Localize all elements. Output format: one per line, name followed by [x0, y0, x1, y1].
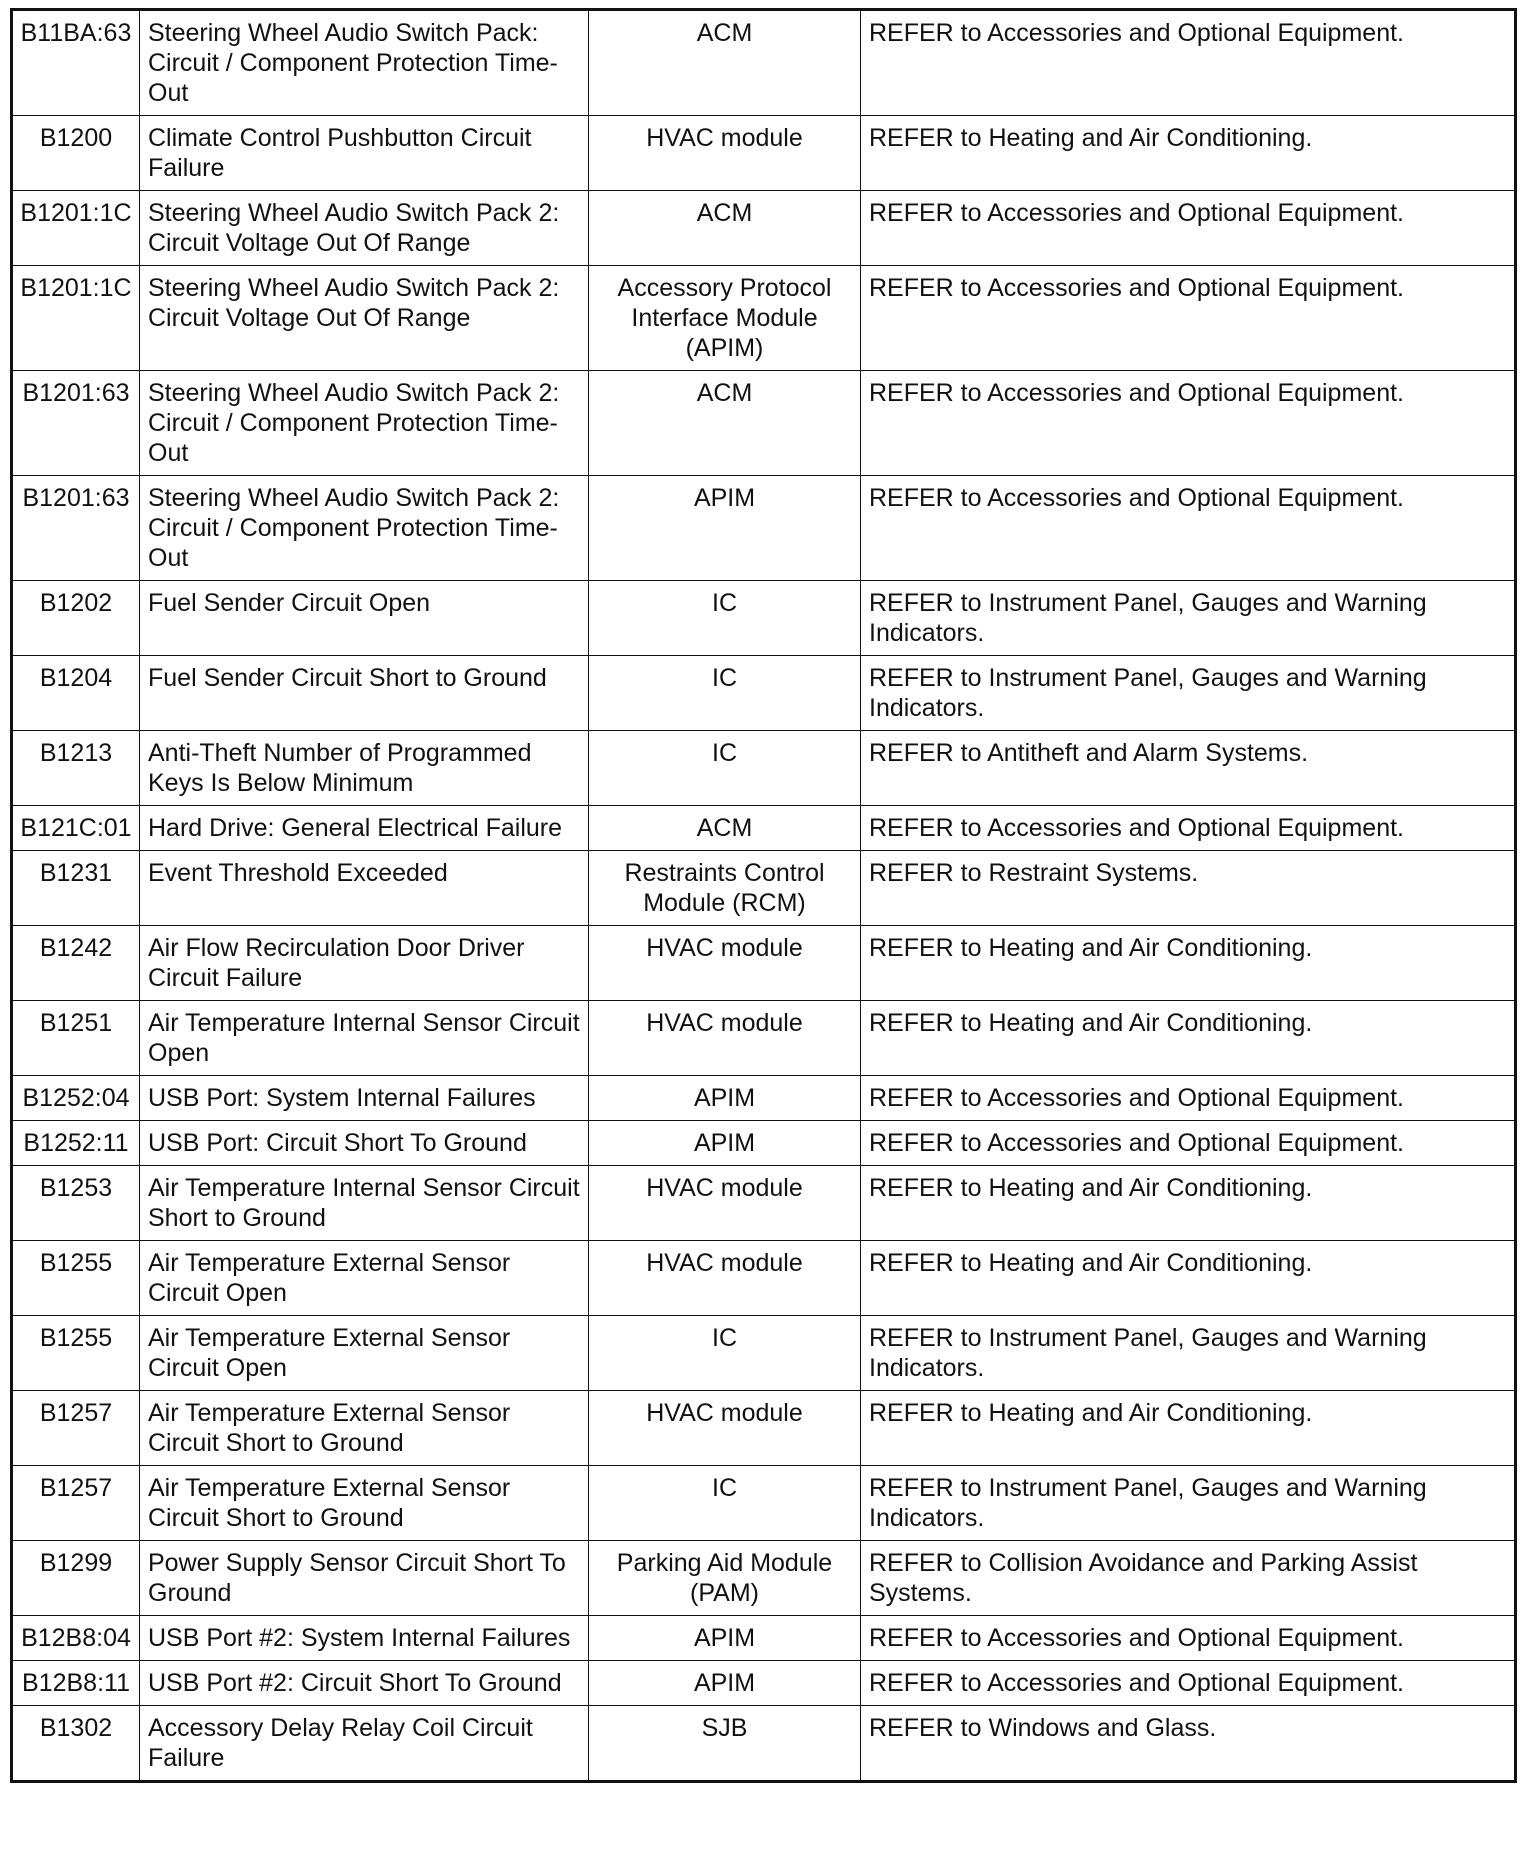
action-cell: REFER to Restraint Systems.	[861, 851, 1516, 926]
table-row	[12, 1166, 1516, 1241]
dtc-description-cell: Accessory Delay Relay Coil Circuit Failure	[140, 1706, 589, 1782]
table-row	[12, 1316, 1516, 1391]
dtc-description-cell: Steering Wheel Audio Switch Pack 2: Circuit Voltage Out Of Range	[140, 266, 589, 371]
dtc-table-body	[12, 10, 1516, 1782]
dtc-description-cell: Climate Control Pushbutton Circuit Failure	[140, 116, 589, 191]
dtc-code-cell: B12B8:11	[12, 1661, 140, 1706]
action-cell: REFER to Instrument Panel, Gauges and Warning Indicators.	[861, 1466, 1516, 1541]
module-cell: IC	[589, 656, 861, 731]
dtc-description-cell: Steering Wheel Audio Switch Pack: Circuit / Component Protection Time-Out	[140, 10, 589, 116]
table-row	[12, 656, 1516, 731]
module-cell: HVAC module	[589, 1391, 861, 1466]
dtc-description-cell: Steering Wheel Audio Switch Pack 2: Circuit Voltage Out Of Range	[140, 191, 589, 266]
dtc-code-cell: B1201:63	[12, 476, 140, 581]
module-cell: APIM	[589, 1121, 861, 1166]
action-cell: REFER to Accessories and Optional Equipment.	[861, 266, 1516, 371]
action-cell: REFER to Heating and Air Conditioning.	[861, 116, 1516, 191]
module-cell: ACM	[589, 806, 861, 851]
dtc-code-cell: B1252:04	[12, 1076, 140, 1121]
dtc-description-cell: Steering Wheel Audio Switch Pack 2: Circuit / Component Protection Time-Out	[140, 371, 589, 476]
action-cell: REFER to Accessories and Optional Equipment.	[861, 806, 1516, 851]
module-cell: HVAC module	[589, 1241, 861, 1316]
dtc-description-cell: USB Port #2: Circuit Short To Ground	[140, 1661, 589, 1706]
table-row	[12, 581, 1516, 656]
table-row	[12, 1241, 1516, 1316]
dtc-code-cell: B1201:1C	[12, 266, 140, 371]
dtc-code-cell: B1201:1C	[12, 191, 140, 266]
table-row	[12, 1121, 1516, 1166]
action-cell: REFER to Collision Avoidance and Parking Assist Systems.	[861, 1541, 1516, 1616]
table-row	[12, 191, 1516, 266]
table-row	[12, 1541, 1516, 1616]
dtc-description-cell: Fuel Sender Circuit Open	[140, 581, 589, 656]
table-row	[12, 10, 1516, 116]
table-row	[12, 116, 1516, 191]
dtc-description-cell: Anti-Theft Number of Programmed Keys Is Below Minimum	[140, 731, 589, 806]
dtc-code-cell: B1252:11	[12, 1121, 140, 1166]
dtc-description-cell: USB Port: System Internal Failures	[140, 1076, 589, 1121]
action-cell: REFER to Accessories and Optional Equipment.	[861, 1661, 1516, 1706]
action-cell: REFER to Heating and Air Conditioning.	[861, 1241, 1516, 1316]
action-cell: REFER to Instrument Panel, Gauges and Warning Indicators.	[861, 1316, 1516, 1391]
table-row	[12, 1001, 1516, 1076]
table-row	[12, 1661, 1516, 1706]
dtc-code-cell: B1202	[12, 581, 140, 656]
table-row	[12, 1076, 1516, 1121]
module-cell: HVAC module	[589, 116, 861, 191]
module-cell: HVAC module	[589, 926, 861, 1001]
action-cell: REFER to Accessories and Optional Equipment.	[861, 1616, 1516, 1661]
module-cell: IC	[589, 1466, 861, 1541]
dtc-description-cell: Air Temperature External Sensor Circuit Open	[140, 1241, 589, 1316]
module-cell: HVAC module	[589, 1001, 861, 1076]
dtc-code-cell: B1204	[12, 656, 140, 731]
dtc-description-cell: USB Port #2: System Internal Failures	[140, 1616, 589, 1661]
action-cell: REFER to Accessories and Optional Equipment.	[861, 1121, 1516, 1166]
module-cell: APIM	[589, 1661, 861, 1706]
dtc-code-cell: B12B8:04	[12, 1616, 140, 1661]
dtc-code-cell: B1201:63	[12, 371, 140, 476]
dtc-code-cell: B1255	[12, 1316, 140, 1391]
action-cell: REFER to Heating and Air Conditioning.	[861, 926, 1516, 1001]
dtc-description-cell: Air Temperature External Sensor Circuit Short to Ground	[140, 1391, 589, 1466]
dtc-description-cell: Air Temperature Internal Sensor Circuit Open	[140, 1001, 589, 1076]
dtc-description-cell: Event Threshold Exceeded	[140, 851, 589, 926]
module-cell: IC	[589, 1316, 861, 1391]
table-row	[12, 1391, 1516, 1466]
dtc-code-cell: B1251	[12, 1001, 140, 1076]
module-cell: HVAC module	[589, 1166, 861, 1241]
action-cell: REFER to Accessories and Optional Equipment.	[861, 191, 1516, 266]
module-cell: APIM	[589, 1076, 861, 1121]
dtc-description-cell: Fuel Sender Circuit Short to Ground	[140, 656, 589, 731]
action-cell: REFER to Heating and Air Conditioning.	[861, 1166, 1516, 1241]
dtc-code-cell: B1253	[12, 1166, 140, 1241]
action-cell: REFER to Heating and Air Conditioning.	[861, 1001, 1516, 1076]
dtc-description-cell: Air Temperature External Sensor Circuit Open	[140, 1316, 589, 1391]
dtc-code-cell: B1200	[12, 116, 140, 191]
module-cell: SJB	[589, 1706, 861, 1782]
dtc-code-cell: B1242	[12, 926, 140, 1001]
module-cell: ACM	[589, 371, 861, 476]
action-cell: REFER to Accessories and Optional Equipment.	[861, 10, 1516, 116]
action-cell: REFER to Heating and Air Conditioning.	[861, 1391, 1516, 1466]
table-row	[12, 851, 1516, 926]
table-row	[12, 926, 1516, 1001]
action-cell: REFER to Antitheft and Alarm Systems.	[861, 731, 1516, 806]
dtc-code-cell: B1257	[12, 1466, 140, 1541]
module-cell: ACM	[589, 191, 861, 266]
module-cell: Restraints Control Module (RCM)	[589, 851, 861, 926]
table-row	[12, 371, 1516, 476]
dtc-code-cell: B1255	[12, 1241, 140, 1316]
action-cell: REFER to Accessories and Optional Equipment.	[861, 1076, 1516, 1121]
dtc-code-cell: B1231	[12, 851, 140, 926]
dtc-description-cell: USB Port: Circuit Short To Ground	[140, 1121, 589, 1166]
module-cell: IC	[589, 581, 861, 656]
module-cell: IC	[589, 731, 861, 806]
dtc-description-cell: Air Temperature Internal Sensor Circuit Short to Ground	[140, 1166, 589, 1241]
table-row	[12, 731, 1516, 806]
dtc-code-cell: B1213	[12, 731, 140, 806]
table-row	[12, 266, 1516, 371]
module-cell: APIM	[589, 1616, 861, 1661]
dtc-description-cell: Air Temperature External Sensor Circuit Short to Ground	[140, 1466, 589, 1541]
action-cell: REFER to Instrument Panel, Gauges and Warning Indicators.	[861, 656, 1516, 731]
dtc-code-cell: B11BA:63	[12, 10, 140, 116]
module-cell: APIM	[589, 476, 861, 581]
table-row	[12, 1466, 1516, 1541]
module-cell: ACM	[589, 10, 861, 116]
module-cell: Accessory Protocol Interface Module (APIM)	[589, 266, 861, 371]
dtc-description-cell: Steering Wheel Audio Switch Pack 2: Circuit / Component Protection Time-Out	[140, 476, 589, 581]
action-cell: REFER to Windows and Glass.	[861, 1706, 1516, 1782]
table-row	[12, 1616, 1516, 1661]
document-page	[10, 8, 1514, 1783]
table-row	[12, 1706, 1516, 1782]
dtc-code-cell: B121C:01	[12, 806, 140, 851]
action-cell: REFER to Accessories and Optional Equipment.	[861, 371, 1516, 476]
dtc-description-cell: Power Supply Sensor Circuit Short To Ground	[140, 1541, 589, 1616]
dtc-description-cell: Air Flow Recirculation Door Driver Circuit Failure	[140, 926, 589, 1001]
table-row	[12, 806, 1516, 851]
table-row	[12, 476, 1516, 581]
action-cell: REFER to Instrument Panel, Gauges and Warning Indicators.	[861, 581, 1516, 656]
dtc-code-cell: B1257	[12, 1391, 140, 1466]
dtc-code-cell: B1299	[12, 1541, 140, 1616]
dtc-description-cell: Hard Drive: General Electrical Failure	[140, 806, 589, 851]
module-cell: Parking Aid Module (PAM)	[589, 1541, 861, 1616]
dtc-code-cell: B1302	[12, 1706, 140, 1782]
action-cell: REFER to Accessories and Optional Equipment.	[861, 476, 1516, 581]
dtc-table	[10, 8, 1517, 1783]
